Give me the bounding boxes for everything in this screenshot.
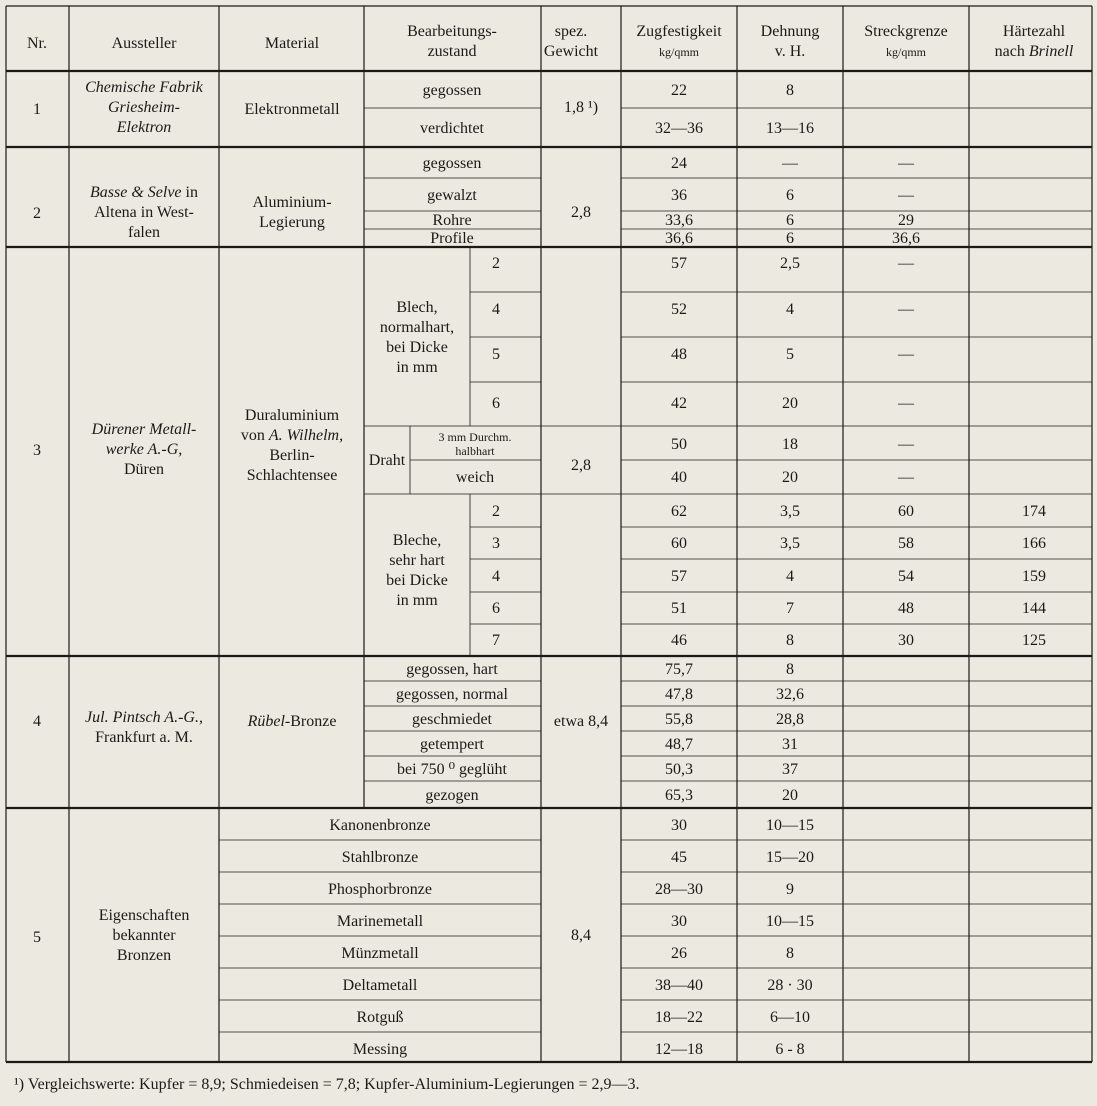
- bronze-material: Marinemetall: [336, 913, 424, 930]
- group5-nr: 5: [33, 929, 41, 946]
- header-gewicht-2: Gewicht: [543, 43, 599, 60]
- group2-nr: 2: [33, 205, 41, 222]
- group2-gewicht: 2,8: [571, 204, 591, 221]
- group-5: [33, 817, 814, 1058]
- bronze-material: Rotguß: [356, 1009, 404, 1026]
- group2-aussteller-1: Basse & Selve in: [90, 184, 198, 201]
- bronze-material: Messing: [352, 1041, 408, 1058]
- blech-zug: 48: [671, 346, 687, 363]
- group4-zug: 50,3: [665, 761, 693, 778]
- group2-zustand-2: gewalzt: [427, 187, 477, 204]
- bleche-haerte: 166: [1022, 535, 1046, 552]
- blech-dicke: 6: [492, 395, 500, 412]
- bronze-dehnung: 8: [786, 945, 794, 962]
- blech-zug: 42: [671, 395, 687, 412]
- group4-zug: 65,3: [665, 787, 693, 804]
- group4-dehnung: 8: [786, 661, 794, 678]
- blech-row: [492, 346, 915, 363]
- blech-row: [492, 395, 915, 412]
- blech-zug: 57: [671, 255, 687, 272]
- footnote: ¹) Vergleichswerte: Kupfer = 8,9; Schmiedeisen = 7,8; Kupfer-Aluminium-Legierungen = 2,9—3.: [14, 1076, 640, 1093]
- draht-streck: —: [898, 469, 914, 486]
- bleche-dehnung: 4: [786, 568, 794, 585]
- bleche-zug: 51: [671, 600, 687, 617]
- bleche-dicke: 6: [492, 600, 500, 617]
- draht-weich: weich: [455, 469, 495, 486]
- group2-zug-4: 36,6: [665, 230, 693, 247]
- blech-dicke: 2: [492, 255, 500, 272]
- bronze-zug: 30: [671, 913, 687, 930]
- group4-zug: 47,8: [665, 686, 693, 703]
- header-dehnung-2: v. H.: [774, 43, 806, 60]
- bleche-label-4: in mm: [396, 592, 438, 609]
- group3-aussteller-1: Dürener Metall-: [91, 421, 197, 438]
- bleche-haerte: 174: [1022, 503, 1046, 520]
- blech-label-2: normalhart,: [379, 319, 455, 336]
- header-streck-unit: kg/qmm: [885, 45, 927, 59]
- bronze-dehnung: 28 · 30: [767, 977, 813, 994]
- draht-zug: 50: [671, 436, 687, 453]
- group-3: [33, 255, 1046, 649]
- bleche-haerte: 144: [1022, 600, 1046, 617]
- blech-streck: —: [898, 395, 914, 412]
- blech-streck: —: [898, 255, 914, 272]
- group4-aussteller-2: Frankfurt a. M.: [95, 729, 193, 746]
- draht-row: [671, 469, 915, 486]
- bleche-streck: 60: [898, 503, 914, 520]
- blech-dicke: 5: [492, 346, 500, 363]
- group2-zug-2: 36: [671, 187, 687, 204]
- group2-streck-3: 29: [898, 212, 914, 229]
- bronze-dehnung: 10—15: [766, 913, 814, 930]
- group4-zug: 75,7: [665, 661, 693, 678]
- draht-streck: —: [898, 436, 914, 453]
- bleche-dicke: 4: [492, 568, 500, 585]
- group4-dehnung: 31: [782, 736, 798, 753]
- bronze-zug: 12—18: [655, 1041, 703, 1058]
- group2-aussteller-3: falen: [128, 224, 160, 241]
- group4-zustand: geschmiedet: [412, 711, 492, 728]
- group5-aussteller-1: Eigenschaften: [98, 907, 190, 924]
- group2-dehnung-1: —: [782, 155, 798, 172]
- header-material: Material: [264, 35, 320, 52]
- group3-material-1: Duraluminium: [244, 407, 340, 424]
- group3-nr: 3: [33, 442, 41, 459]
- blech-streck: —: [898, 346, 914, 363]
- blech-label-1: Blech,: [396, 299, 438, 316]
- bleche-zug: 46: [671, 632, 687, 649]
- bronze-dehnung: 10—15: [766, 817, 814, 834]
- group-4: [33, 661, 804, 804]
- header-streck: Streckgrenze: [864, 23, 948, 40]
- header-nr: Nr.: [27, 35, 47, 52]
- group4-zustand: gegossen, hart: [406, 661, 498, 678]
- draht-hart-1: 3 mm Durchm.: [438, 430, 512, 444]
- bleche-row: [492, 503, 1046, 520]
- bleche-label-3: bei Dicke: [386, 572, 448, 589]
- draht-label: Draht: [368, 452, 406, 469]
- group1-aussteller-3: Elektron: [116, 119, 172, 136]
- bleche-dehnung: 7: [786, 600, 794, 617]
- blech-dehnung: 20: [782, 395, 798, 412]
- bleche-streck: 30: [898, 632, 914, 649]
- bleche-row: [492, 535, 1046, 552]
- draht-dehnung: 18: [782, 436, 798, 453]
- bronze-zug: 18—22: [655, 1009, 703, 1026]
- group2-zug-3: 33,6: [665, 212, 693, 229]
- group2-streck-1: —: [898, 155, 914, 172]
- group4-zug: 48,7: [665, 736, 693, 753]
- header-bearbeitung-1: Bearbeitungs-: [407, 23, 497, 40]
- bleche-haerte: 125: [1022, 632, 1046, 649]
- group2-zug-1: 24: [671, 155, 687, 172]
- group3-gewicht: 2,8: [571, 457, 591, 474]
- group2-zustand-3: Rohre: [432, 212, 472, 229]
- draht-zug: 40: [671, 469, 687, 486]
- group3-material-2: von A. Wilhelm,: [240, 427, 344, 444]
- group1-zug-2: 32—36: [655, 120, 703, 137]
- group3-material-3: Berlin-: [269, 447, 315, 464]
- blech-dehnung: 5: [786, 346, 794, 363]
- draht-dehnung: 20: [782, 469, 798, 486]
- bleche-dehnung: 3,5: [780, 535, 800, 552]
- group1-gewicht: 1,8 ¹): [563, 99, 599, 116]
- bronze-dehnung: 6—10: [770, 1009, 810, 1026]
- blech-zug: 52: [671, 301, 687, 318]
- group1-aussteller-1: Chemische Fabrik: [85, 79, 203, 96]
- group2-streck-4: 36,6: [892, 230, 920, 247]
- bleche-zug: 57: [671, 568, 687, 585]
- draht-row: [671, 436, 915, 453]
- header-aussteller: Aussteller: [111, 35, 177, 52]
- group2-material-2: Legierung: [259, 214, 325, 231]
- group4-material: Rübel-Bronze: [247, 713, 337, 730]
- group4-zustand: gegossen, normal: [396, 686, 508, 703]
- bleche-streck: 58: [898, 535, 914, 552]
- bleche-dicke: 7: [492, 632, 500, 649]
- group1-zug-1: 22: [671, 82, 687, 99]
- header-zug: Zugfestigkeit: [636, 23, 722, 40]
- group1-dehnung-2: 13—16: [766, 120, 814, 137]
- blech-row: [492, 255, 915, 272]
- group2-aussteller-2: Altena in West-: [94, 204, 194, 221]
- bronze-material: Phosphorbronze: [328, 881, 432, 898]
- bronze-zug: 30: [671, 817, 687, 834]
- group1-nr: 1: [33, 101, 41, 118]
- bleche-streck: 48: [898, 600, 914, 617]
- header-haerte-1: Härtezahl: [1002, 23, 1066, 40]
- blech-streck: —: [898, 301, 914, 318]
- header-dehnung-1: Dehnung: [760, 23, 820, 40]
- group2-dehnung-4: 6: [786, 230, 794, 247]
- group2-dehnung-2: 6: [786, 187, 794, 204]
- group4-dehnung: 28,8: [776, 711, 804, 728]
- group5-aussteller-2: bekannter: [112, 927, 176, 944]
- blech-dehnung: 4: [786, 301, 794, 318]
- group2-streck-2: —: [898, 187, 914, 204]
- group4-zustand: bei 750 ⁰ geglüht: [397, 761, 507, 778]
- group4-aussteller-1: Jul. Pintsch A.-G.,: [85, 709, 203, 726]
- table-header: [27, 23, 1074, 60]
- group-2: [33, 155, 920, 247]
- bronze-zug: 26: [671, 945, 687, 962]
- group2-dehnung-3: 6: [786, 212, 794, 229]
- bleche-label-2: sehr hart: [389, 552, 445, 569]
- group4-dehnung: 32,6: [776, 686, 804, 703]
- header-zug-unit: kg/qmm: [658, 45, 700, 59]
- bleche-label-1: Bleche,: [392, 532, 442, 549]
- table-grid: [6, 6, 1092, 1062]
- group1-aussteller-2: Griesheim-: [108, 99, 180, 116]
- blech-row: [492, 301, 915, 318]
- bronze-zug: 45: [671, 849, 687, 866]
- group1-zustand-2: verdichtet: [420, 120, 484, 137]
- blech-dicke: 4: [492, 301, 500, 318]
- bleche-dehnung: 8: [786, 632, 794, 649]
- group2-material-1: Aluminium-: [252, 194, 332, 211]
- blech-dehnung: 2,5: [780, 255, 800, 272]
- bronze-zug: 38—40: [655, 977, 703, 994]
- group3-aussteller-2: werke A.-G,: [105, 441, 183, 458]
- bleche-haerte: 159: [1022, 568, 1046, 585]
- header-haerte-2: nach Brinell: [994, 43, 1074, 60]
- bleche-dehnung: 3,5: [780, 503, 800, 520]
- bleche-row: [492, 600, 1046, 617]
- group4-dehnung: 37: [782, 761, 798, 778]
- header-gewicht-1: spez.: [554, 23, 588, 40]
- bleche-row: [492, 632, 1046, 649]
- draht-hart-2: halbhart: [455, 444, 495, 458]
- group3-material-4: Schlachtensee: [246, 467, 338, 484]
- bronze-material: Münzmetall: [341, 945, 419, 962]
- header-bearbeitung-2: zustand: [427, 43, 477, 60]
- bronze-dehnung: 15—20: [766, 849, 814, 866]
- bronze-material: Kanonenbronze: [329, 817, 431, 834]
- bleche-zug: 60: [671, 535, 687, 552]
- group4-zustand: getempert: [420, 736, 484, 753]
- bronze-dehnung: 9: [786, 881, 794, 898]
- bleche-row: [492, 568, 1046, 585]
- blech-label-4: in mm: [396, 359, 438, 376]
- bronze-material: Deltametall: [342, 977, 418, 994]
- bronze-dehnung: 6 - 8: [775, 1041, 805, 1058]
- group4-dehnung: 20: [782, 787, 798, 804]
- blech-label-3: bei Dicke: [386, 339, 448, 356]
- group4-zug: 55,8: [665, 711, 693, 728]
- bleche-zug: 62: [671, 503, 687, 520]
- group1-zustand-1: gegossen: [422, 82, 482, 99]
- group4-zustand: gezogen: [425, 787, 479, 804]
- bleche-streck: 54: [898, 568, 914, 585]
- group3-aussteller-3: Düren: [124, 461, 164, 478]
- group2-zustand-4: Profile: [430, 230, 474, 247]
- group1-dehnung-1: 8: [786, 82, 794, 99]
- group5-gewicht: 8,4: [571, 927, 591, 944]
- group2-zustand-1: gegossen: [422, 155, 482, 172]
- group1-material: Elektronmetall: [244, 101, 340, 118]
- bronze-zug: 28—30: [655, 881, 703, 898]
- bleche-dicke: 3: [492, 535, 500, 552]
- group4-nr: 4: [33, 713, 41, 730]
- bronze-material: Stahlbronze: [341, 849, 419, 866]
- bleche-dicke: 2: [492, 503, 500, 520]
- group4-gewicht: etwa 8,4: [553, 713, 609, 730]
- group5-aussteller-3: Bronzen: [116, 947, 172, 964]
